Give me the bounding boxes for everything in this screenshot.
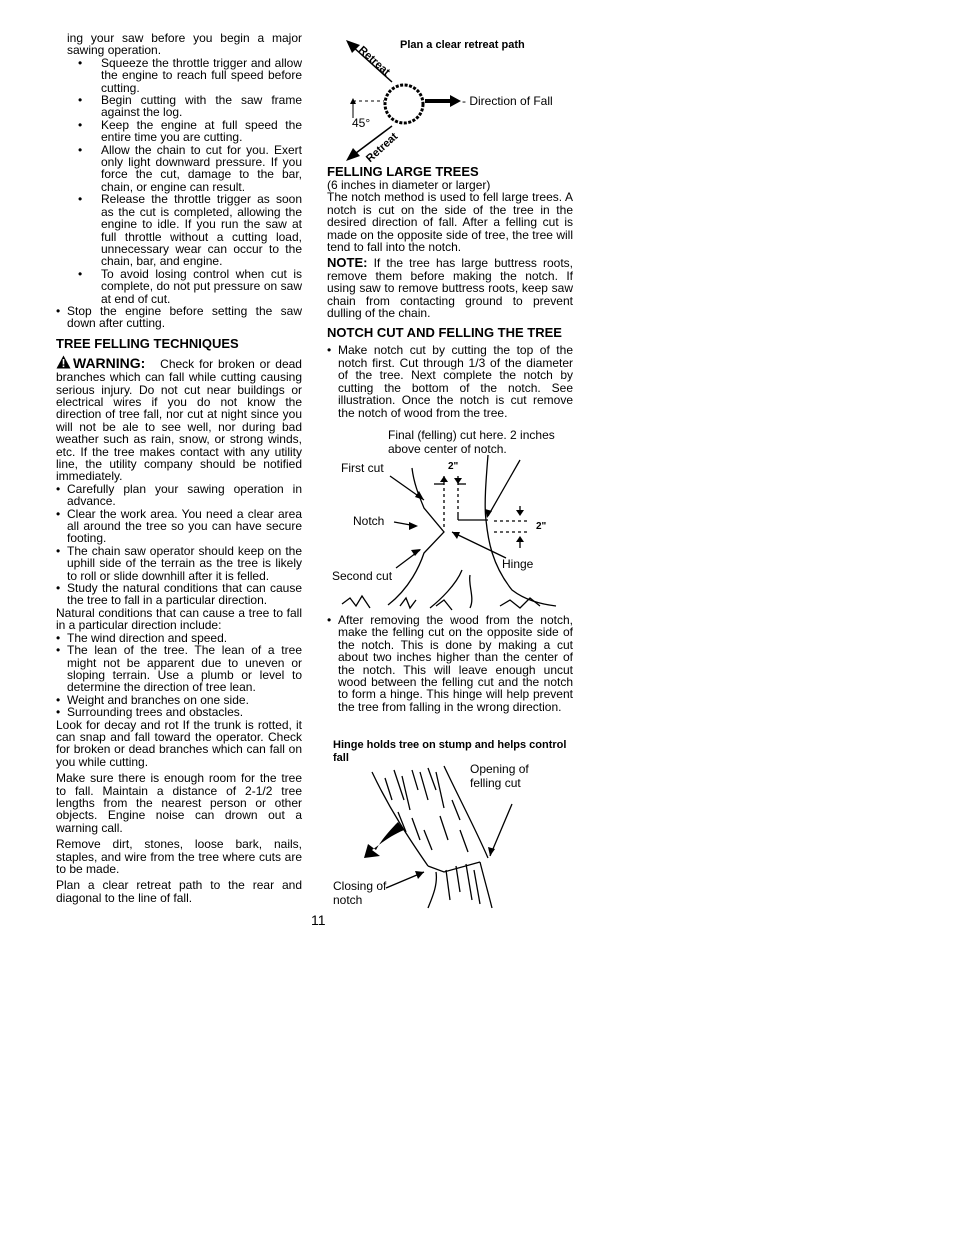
tree-felling-heading: TREE FELLING TECHNIQUES [56, 335, 239, 351]
list-item: • The lean of the tree. The lean of a tree might not be apparent due to uneven or sloping terrain. Use a plumb or level to determine the direction of tree lean. [56, 644, 302, 694]
retreat-plan-text: Plan a clear retreat path to the rear and diagonal to the line of fall. [56, 878, 302, 905]
warning-text: Check for broken or dead branches which can fall while cutting causing serious injury. Do not cut near buildings or electrical wires if you do not know the direction of tree fall, nor cut at night since you will not be ale to see well, nor during bad weather such as rain, snow, or strong winds, etc. If the tree makes contact with any utility line, the utility company should be notified immediately. [56, 356, 302, 484]
list-item: • Clear the work area. You need a clear area all around the tree so you can have secure footing. [56, 508, 302, 545]
retreat-caption: Plan a clear retreat path [400, 39, 525, 51]
natural-conditions-text: Natural conditions that can cause a tree to fall in a particular direction include: [56, 605, 302, 633]
remove-text: Remove dirt, stones, loose bark, nails, staples, and wire from the tree where cuts are to be made. [56, 837, 302, 876]
intro-text: ing your saw before you begin a major sawing operation. [67, 31, 302, 58]
dimension-label: 2" [448, 461, 459, 472]
list-item: • Surrounding trees and obstacles. [56, 706, 302, 718]
felling-large-heading: FELLING LARGE TREES [327, 164, 479, 179]
list-item: • After removing the wood from the notch, make the felling cut on the opposite side of the notch. This is done by making a cut about two inches higher than the center of the notch. This will leave enough uncut wood between the felling cut and the notch to form a hinge. This hinge will help prevent the tree from falling in the wrong direction. [327, 614, 573, 713]
list-item: • Keep the engine at full speed the entire time you are cutting. [56, 119, 302, 144]
list-item: • The wind direction and speed. [56, 632, 302, 644]
retreat-label-bottom: Retreat [364, 130, 401, 165]
note-text: If the tree has large buttress roots, remove them before making the notch. If using saw to remove buttress roots, keep saw chain from contacting ground to prevent dulling of the chain. [327, 256, 573, 321]
note-label: NOTE: [327, 255, 368, 271]
list-item: • Carefully plan your sawing operation in advance. [56, 483, 302, 508]
list-item: • Allow the chain to cut for you. Exert only light downward pressure. If you force the cut, damage to the bar, chain, or engine can result. [56, 144, 302, 194]
retreat-label-top: Retreat [355, 44, 393, 79]
list-item: • Begin cutting with the saw frame against the log. [56, 94, 302, 119]
list-item: • Weight and branches on one side. [56, 694, 302, 706]
felling-text: The notch method is used to fell large trees. A notch is cut on the side of the tree in the desired direction of fall. After a felling cut is made on the opposite side of tree, the tree will tend to fall into the notch. [327, 190, 573, 255]
dimension-label: 2" [536, 521, 547, 532]
direction-of-fall-label: - Direction of Fall [462, 94, 553, 108]
warning-label: WARNING: [73, 354, 146, 371]
list-item: • Stop the engine before setting the saw down after cutting. [56, 305, 302, 330]
final-cut-label: Final (felling) cut here. 2 inches above center of notch. [388, 428, 555, 456]
page-number: 11 [311, 912, 326, 928]
list-item: • To avoid losing control when cut is complete, do not put pressure on saw at end of cut. [56, 268, 302, 305]
hinge-label: Hinge [502, 557, 534, 571]
first-cut-label: First cut [341, 461, 384, 475]
angle-label: 45° [352, 116, 371, 130]
notch-cut-heading: NOTCH CUT AND FELLING THE TREE [327, 325, 562, 341]
list-item: • Make notch cut by cutting the top of the notch first. Cut through 1/3 of the diameter of the tree. Next complete the notch by cutting the bottom of the notch. See illustration. Once the notch is cut remove the notch of wood from the tree. [327, 344, 573, 418]
closing-label: Closing of notch [333, 879, 387, 907]
hinge-caption: Hinge holds tree on stump and helps control fall [333, 739, 567, 764]
list-item: • Study the natural conditions that can cause the tree to fall in a particular direction. [56, 582, 302, 607]
opening-label: Opening of felling cut [470, 762, 529, 790]
room-text: Make sure there is enough room for the tree to fall. Maintain a distance of 2-1/2 tree lengths from the nearest person or other objects. Engine noise can drown out a warning call. [56, 771, 302, 835]
notch-label: Notch [353, 514, 385, 528]
list-item: • Squeeze the throttle trigger and allow the engine to reach full speed before cutting. [56, 57, 302, 94]
list-item: • Release the throttle trigger as soon as the cut is completed, allowing the engine to idle. If you run the saw at full throttle without a cutting load, unnecessary wear can occur to the chain, bar, and engine. [56, 193, 302, 267]
felling-subtitle: (6 inches in diameter or larger) [327, 178, 491, 192]
list-item: • The chain saw operator should keep on the uphill side of the terrain as the tree is likely to roll or slide downhill after it is felled. [56, 545, 302, 582]
second-cut-label: Second cut [332, 569, 393, 583]
decay-text: Look for decay and rot If the trunk is rotted, it can snap and fall toward the operator. Check for broken or dead branches which can fall on you while cutting. [56, 717, 302, 769]
